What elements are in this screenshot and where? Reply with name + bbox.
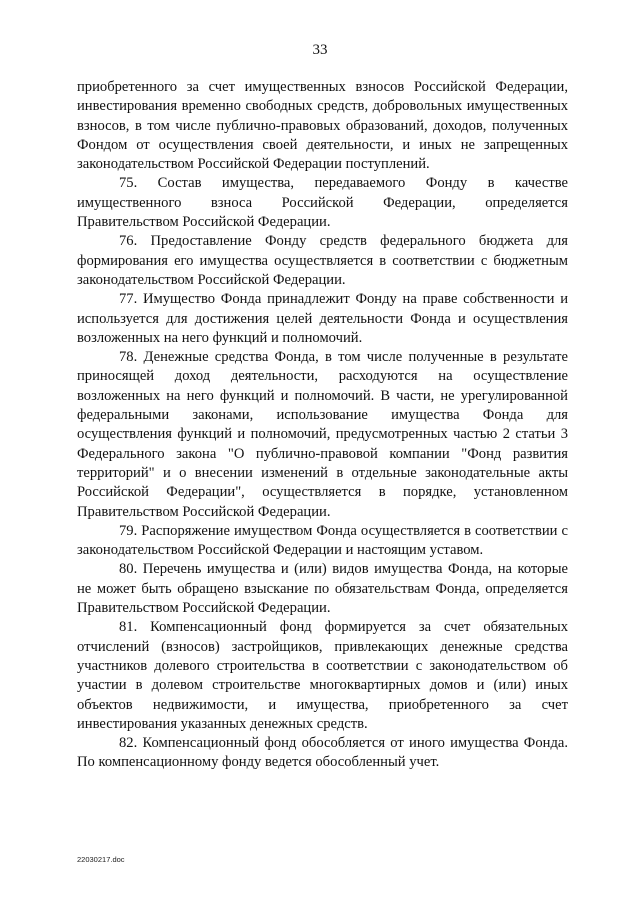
paragraph-76: 76. Предоставление Фонду средств федерального бюджета для формирования его имущества осуществляется в соответствии с бюджетным законодательством Российской Федерации. xyxy=(77,233,568,288)
paragraph-78: 78. Денежные средства Фонда, в том числе полученные в результате приносящей доход деятельности, расходуются на осуществление возложенных на него функций и полномочий. В части, не урегулированной федеральными законами, использование имущества Фонда для осуществления функций и полномочий, предусмотренных частью 2 статьи 3 Федерального закона "О публично-правовой компании "Фонд развития территорий" и о внесении изменений в отдельные законодательные акты Российской Федерации", осуществляется в порядке, установленном Правительством Российской Федерации. xyxy=(77,349,568,520)
paragraph-82: 82. Компенсационный фонд обособляется от иного имущества Фонда. По компенсационному фонду ведется обособленный учет. xyxy=(77,735,568,771)
paragraph-81: 81. Компенсационный фонд формируется за счет обязательных отчислений (взносов) застройщиков, привлекающих денежные средства участников долевого строительства в соответствии с законодательством об участии в долевом строительстве многоквартирных домов и (или) иных объектов недвижимости, и имущества, приобретенного за счет инвестирования указанных денежных средств. xyxy=(77,619,568,732)
page-number: 33 xyxy=(312,42,328,58)
paragraph-77: 77. Имущество Фонда принадлежит Фонду на праве собственности и используется для достижения целей деятельности Фонда и осуществления возложенных на него функций и полномочий. xyxy=(77,291,568,346)
paragraph-80: 80. Перечень имущества и (или) видов имущества Фонда, на которые не может быть обращено взыскание по обязательствам Фонда, определяется Правительством Российской Федерации. xyxy=(77,561,568,617)
footer-filename: 22030217.doc xyxy=(77,855,125,864)
paragraph-75: 75. Состав имущества, передаваемого Фонду в качестве имущественного взноса Российской Федерации, определяется Правительством Российской Федерации. xyxy=(77,175,568,231)
paragraph-79: 79. Распоряжение имуществом Фонда осуществляется в соответствии с законодательством Российской Федерации и настоящим уставом. xyxy=(77,522,568,559)
paragraph-continuation: приобретенного за счет имущественных взносов Российской Федерации, инвестирования временно свободных средств, добровольных имущественных взносов, в том числе публично-правовых образований, доходов, полученных Фондом от осуществления своей деятельности, и иных не запрещенных законодательством Российской Федерации поступлений. xyxy=(77,79,568,173)
document-body xyxy=(77,78,568,773)
